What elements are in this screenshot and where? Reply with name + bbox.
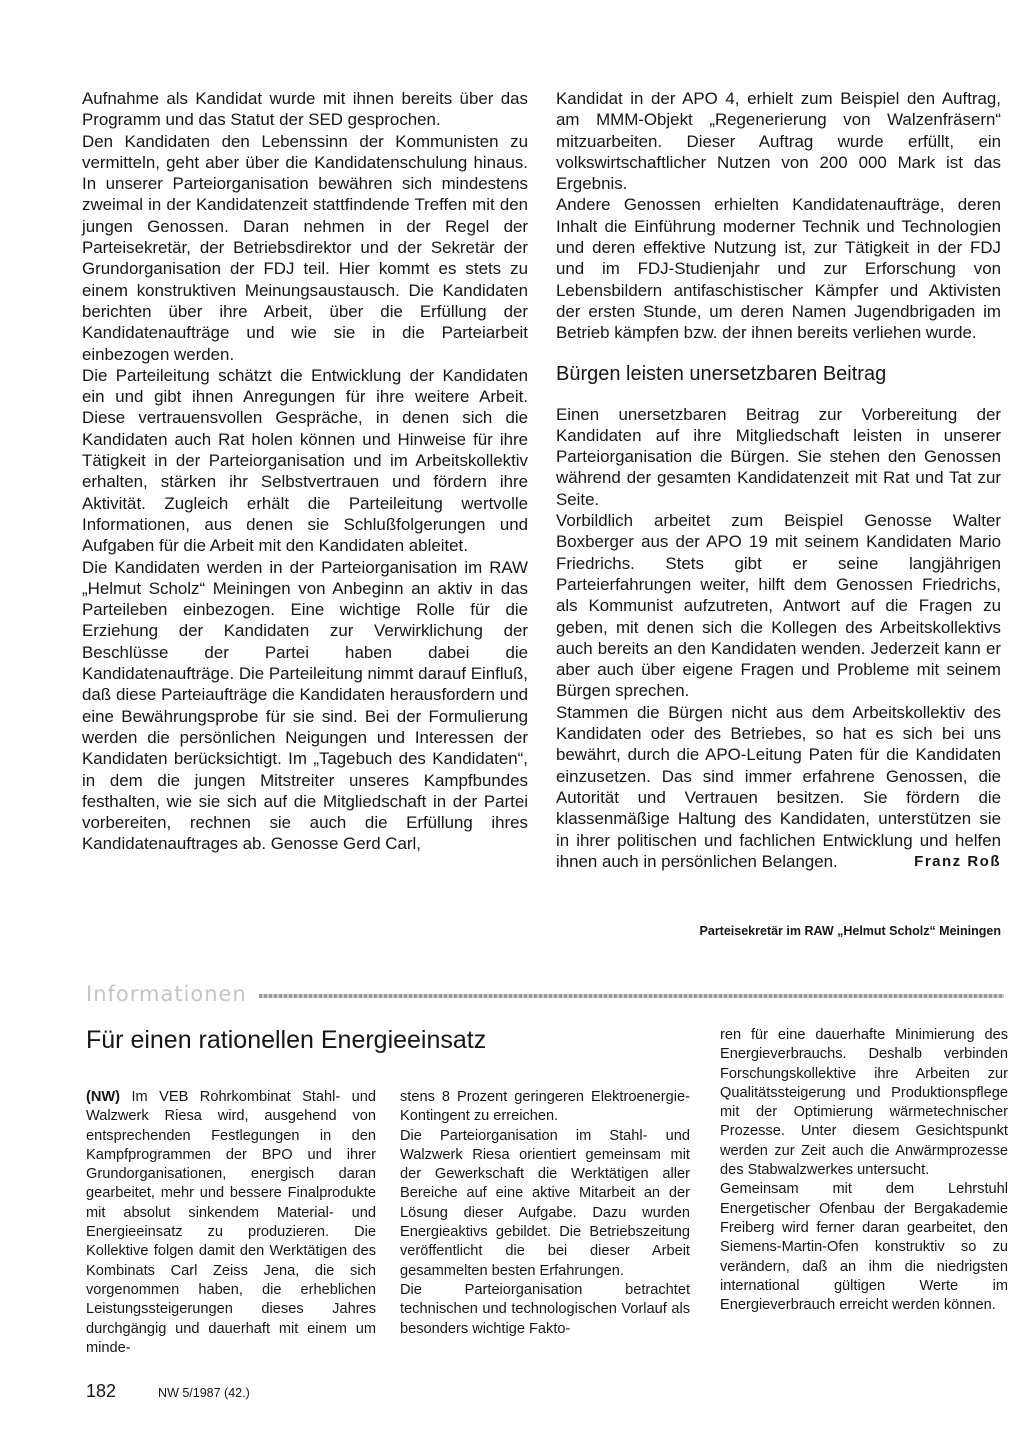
news-paragraph: Die Parteiorganisation im Stahl- und Walzwerk Riesa orientiert gemeinsam mit der Gewerkschaft die Werktätigen aller Bereiche auf eine aktive Mitarbeit an der Lösung dieser Aufgabe. Dazu wurden Energieaktivs gebildet. Die Betriebszeitung veröffentlicht die bei dieser Arbeit gesammelten besten Erfahrungen. (400, 1127, 690, 1279)
article-paragraph: Andere Genossen erhielten Kandidatenaufträge, deren Inhalt die Einführung moderner Technik und Technologien und deren effektive Nutzung ist, zur Tätigkeit in der FDJ und im FDJ-Studienjahr und zur Erforschung von Lebensbildern antifaschistischer Kämpfer und Aktivisten der ersten Stunde, um deren Namen Jugendbrigaden im Betrieb kämpfen bzw. der ihnen bereits verliehen wurde. (556, 195, 1001, 343)
author-role: Parteisekretär im RAW „Helmut Scholz“ Meiningen (699, 924, 1001, 938)
section-divider (259, 994, 1004, 998)
news-paragraph-text: Im VEB Rohrkombinat Stahl- und Walzwerk Riesa wird, ausgehend von entsprechenden Festlegungen in den Kampfprogrammen der BPO und ihrer Grundorganisationen, energisch daran gearbeitet, mehr und bessere Finalprodukte mit absolut sinkendem Material- und Energieeinsatz zu produzieren. Die Kollektive folgen damit den Werktätigen des Kombinats Carl Zeiss Jena, die sich vorgenommen haben, die erheblichen Leistungssteigerungen dieses Jahres durchgängig und dauerhaft mit einem um minde- (86, 1089, 376, 1356)
author-name: Franz Roß (914, 853, 1001, 871)
section-label: Informationen (86, 982, 247, 1006)
article-paragraph: Die Kandidaten werden in der Parteiorganisation im RAW „Helmut Scholz“ Meiningen von Anbeginn an aktiv in das Parteileben einbezogen. Eine wichtige Rolle für die Erziehung der Kandidaten zur Verwirklichung der Beschlüsse der Partei haben dabei die Kandidatenaufträge. Die Parteileitung nimmt darauf Einfluß, daß diese Parteiaufträge die Kandidaten herausfordern und eine Bewährungsprobe für sie sind. Bei der Formulierung werden die persönlichen Neigungen und Interessen der Kandidaten berücksichtigt. Im „Tagebuch des Kandidaten“, in dem die jungen Mitstreiter unseres Kampfbundes festhalten, wie sie sich auf die Mitgliedschaft in der Partei vorbereiten, rechnen sie auch die Erfüllung ihres Kandidatenauftrages ab. Genosse Gerd Carl, (82, 557, 528, 854)
article-paragraph: Aufnahme als Kandidat wurde mit ihnen bereits über das Programm und das Statut der SED gesprochen. (82, 89, 528, 130)
article-paragraph: Einen unersetzbaren Beitrag zur Vorbereitung der Kandidaten auf ihre Mitgliedschaft leisten in unserer Parteiorganisation die Bürgen. Sie stehen den Genossen während der gesamten Kandidatenzeit mit Rat und Tat zur Seite. (556, 404, 1001, 509)
section-band (86, 982, 1004, 1006)
page-footer (86, 1381, 250, 1402)
article-paragraph: Kandidat in der APO 4, erhielt zum Beispiel den Auftrag, am MMM-Objekt „Regenerierung von Walzenfräsern“ mitzuarbeiten. Dieser Auftrag wurde erfüllt, ein volkswirtschaftlicher Nutzen von 200 000 Mark ist das Ergebnis. (556, 89, 1001, 194)
news-paragraph: stens 8 Prozent geringeren Elektroenergie-Kontingent zu erreichen. (400, 1089, 690, 1125)
news-paragraph: Gemeinsam mit dem Lehrstuhl Energetischer Ofenbau der Bergakademie Freiberg wird ferner daran gearbeitet, den Siemens-Martin-Ofen konstruktiv so zu verändern, daß an ihm die niedrigsten international gültigen Werte im Energieverbrauch erreicht werden können. (720, 1181, 1008, 1314)
article-paragraph: Vorbildlich arbeitet zum Beispiel Genosse Walter Boxberger aus der APO 19 mit seinem Kandidaten Mario Friedrichs. Stets gibt er seine langjährigen Parteierfahrungen weiter, hilft dem Genossen Friedrichs, als Kommunist aufzutreten, Antwort auf die Fragen zu geben, mit denen sich die Kollegen des Arbeitskollektivs auch bereits an den Kandidaten wenden. Jederzeit kann er aber auch über eigene Fragen und Probleme mit seinem Bürgen sprechen. (556, 511, 1001, 701)
issue-info: NW 5/1987 (42.) (158, 1386, 250, 1400)
article-column-right (556, 88, 1001, 872)
article-paragraph: Den Kandidaten den Lebenssinn der Kommunisten zu vermitteln, geht aber über die Kandidatenschulung hinaus. In unserer Parteiorganisation bewähren sich mindestens zweimal in der Kandidatenzeit stattfindende Treffen mit den jungen Genossen. Daran nehmen in der Regel der Parteisekretär, der Betriebsdirektor und der Sekretär der Grundorganisation der FDJ teil. Hier kommt es stets zu einem konstruktiven Meinungsaustausch. Die Kandidaten berichten über ihre Arbeit, über die Erfüllung der Kandidatenaufträge und wie sie in die Parteiarbeit einbezogen werden. (82, 131, 528, 364)
news-source-tag: (NW) (86, 1089, 121, 1105)
page-number: 182 (86, 1381, 117, 1401)
news-column-2 (400, 1088, 690, 1339)
article-paragraph: Stammen die Bürgen nicht aus dem Arbeitskollektiv des Kandidaten oder des Betriebes, so hat es sich bei uns bewährt, durch die APO-Leitung Paten für die Kandidaten einzusetzen. Das sind immer erfahrene Genossen, die Autorität und Vertrauen besitzen. Sie fördern die klassenmäßige Haltung des Kandidaten, unterstützen sie in ihrer politischen und fachlichen Entwicklung und helfen ihnen auch in persönlichen Belangen. (556, 702, 1001, 871)
news-paragraph: ren für eine dauerhafte Minimierung des Energieverbrauchs. Deshalb verbinden Forschungskollektive ihre Arbeiten zur Qualitätssteigerung und Produktionspflege mit der Optimierung wärmetechnischer Prozesse. Unter diesem Gesichtspunkt werden zur Zeit auch die Anwärmprozesse des Stabwalzwerkes untersucht. (720, 1027, 1008, 1179)
article-subheading: Bürgen leisten unersetzbaren Beitrag (556, 362, 887, 385)
news-paragraph: Die Parteiorganisation betrachtet technischen und technologischen Vorlauf als besonders wichtige Fakto- (400, 1281, 690, 1337)
article-column-left (82, 88, 528, 855)
article-paragraph: Die Parteileitung schätzt die Entwicklung der Kandidaten ein und gibt ihnen Anregungen für ihre weitere Arbeit. Diese vertrauensvollen Gespräche, in denen sich die Kandidaten auch Rat holen können und Hinweise für ihre Tätigkeit in der Parteiorganisation und im Arbeitskollektiv erhalten, stärken ihr Selbstvertrauen und fördern ihre Aktivität. Zugleich erhält die Parteileitung wertvolle Informationen, aus denen sie Schlußfolgerungen und Aufgaben für die Arbeit mit den Kandidaten ableitet. (82, 365, 528, 556)
news-column-1 (86, 1088, 376, 1358)
news-paragraph (86, 1088, 376, 1358)
news-column-3 (720, 1026, 1008, 1315)
news-headline: Für einen rationellen Energieeinsatz (86, 1026, 487, 1054)
